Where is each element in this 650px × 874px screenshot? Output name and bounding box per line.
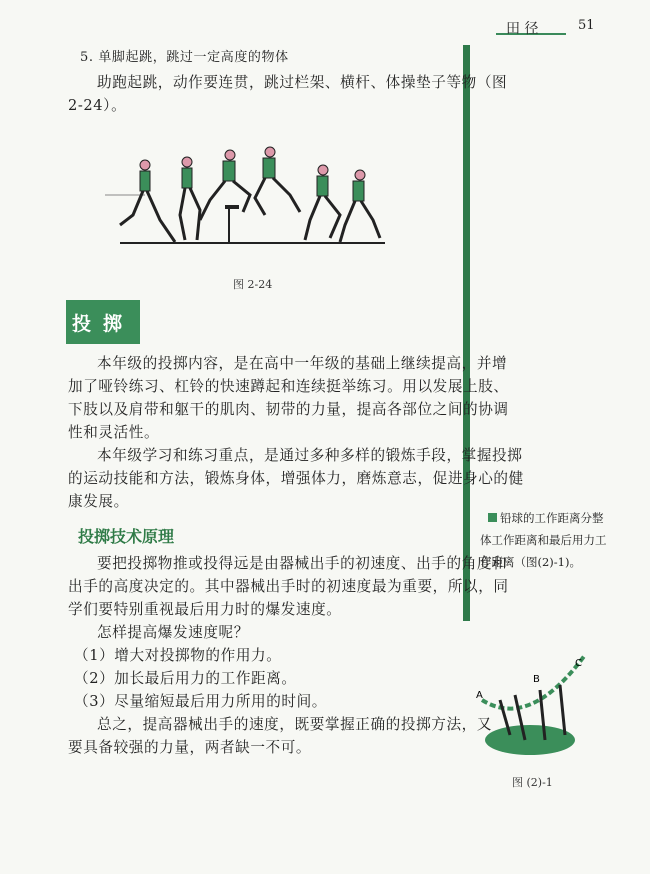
- text-line: 下肢以及肩带和躯干的肌肉、韧带的力量，提高各部位之间的协调: [68, 401, 509, 418]
- text-line: 出手的高度决定的。其中器械出手时的初速度最为重要，所以，同: [68, 578, 509, 595]
- text-line: 助跑起跳，动作要连贯，跳过栏架、横杆、体操垫子等物（图: [97, 74, 508, 91]
- label-a: A: [476, 690, 483, 701]
- text-line: 学们要特别重视最后用力时的爆发速度。: [68, 601, 342, 618]
- sidebar-note-line: 作距离（图(2)-1)。: [480, 555, 581, 569]
- jumping-figure-illustration: [105, 140, 395, 260]
- label-b: B: [533, 674, 540, 685]
- text-line: 的运动技能和方法，锻炼身体，增强体力，磨炼意志，促进身心的健: [68, 470, 524, 487]
- shot-put-illustration: [470, 640, 610, 765]
- subheading: 投掷技术原理: [78, 527, 175, 546]
- label-c: C: [575, 658, 582, 669]
- text-line: 加了哑铃练习、杠铃的快速蹲起和连续挺举练习。用以发展上肢、: [68, 378, 509, 395]
- text-line: （3）尽量缩短最后用力所用的时间。: [74, 693, 327, 710]
- text-line: 本年级的投掷内容，是在高中一年级的基础上继续提高，并增: [97, 355, 508, 372]
- margin-bar: [463, 45, 470, 621]
- section-heading-throwing: 投掷: [66, 300, 140, 344]
- text-line: 性和灵活性。: [68, 424, 160, 441]
- bullet-square-icon: [488, 513, 497, 522]
- text-line: 要具备较强的力量，两者缺一不可。: [68, 739, 312, 756]
- sidebar-note-line: 铅球的工作距离分整: [488, 507, 604, 529]
- chapter-title: 田 径: [506, 21, 539, 37]
- sidebar-note-line: 体工作距离和最后用力工: [480, 533, 607, 547]
- page-number: 51: [578, 18, 595, 33]
- text-line: 本年级学习和练习重点，是通过多种多样的锻炼手段，掌握投掷: [97, 447, 523, 464]
- figure-caption: 图 2-24: [233, 278, 273, 291]
- text-line: （2）加长最后用力的工作距离。: [74, 670, 297, 687]
- text-line: 要把投掷物推或投得远是由器械出手的初速度、出手的角度和: [97, 555, 508, 572]
- text-line: 2-24）。: [68, 97, 127, 114]
- figure-caption: 图 (2)-1: [512, 776, 553, 789]
- text-line: 怎样提高爆发速度呢？: [97, 624, 249, 641]
- text-line: 康发展。: [68, 493, 129, 510]
- section-title: 5. 单脚起跳，跳过一定高度的物体: [80, 50, 289, 65]
- text-line: （1）增大对投掷物的作用力。: [74, 647, 282, 664]
- text-line: 总之，提高器械出手的速度，既要掌握正确的投掷方法，又: [97, 716, 493, 733]
